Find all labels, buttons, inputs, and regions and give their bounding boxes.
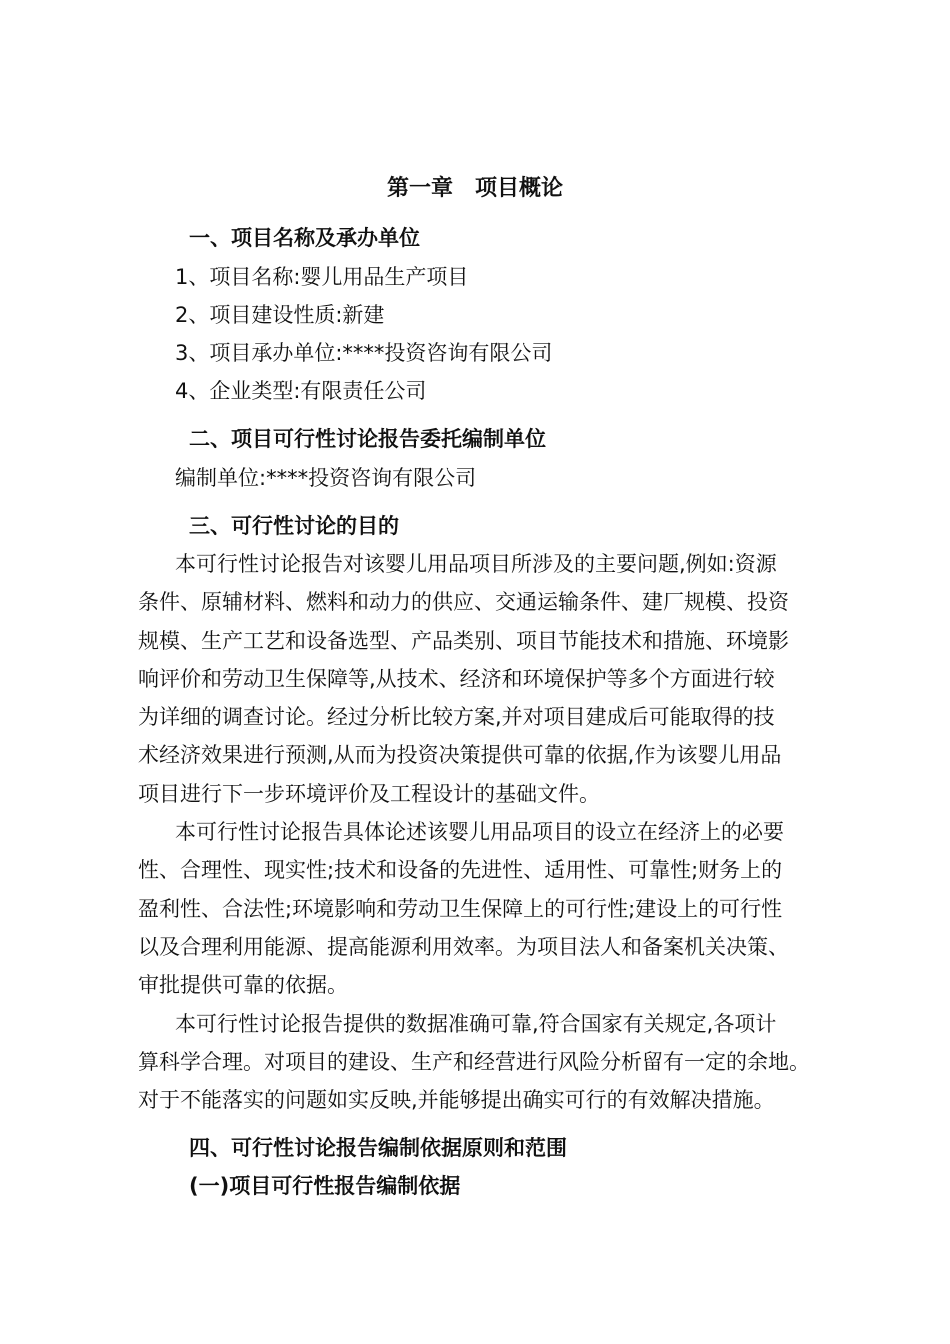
section1-item: 1、项目名称:婴儿用品生产项目 [175,265,469,289]
paragraph-line: 算科学合理。对项目的建设、生产和经营进行风险分析留有一定的余地。 [138,1050,810,1074]
paragraph-line: 本可行性讨论报告提供的数据准确可靠,符合国家有关规定,各项计 [175,1012,777,1036]
paragraph-line: 盈利性、合法性;环境影响和劳动卫生保障上的可行性;建设上的可行性 [138,897,783,921]
paragraph-line: 项目进行下一步环境评价及工程设计的基础文件。 [138,782,600,806]
paragraph-line: 条件、原辅材料、燃料和动力的供应、交通运输条件、建厂规模、投资 [138,590,789,614]
section1-heading: 一、项目名称及承办单位 [189,226,420,250]
paragraph-line: 审批提供可靠的依据。 [138,973,348,997]
section4-subheading: (一)项目可行性报告编制依据 [189,1174,461,1198]
chapter-title: 第一章 项目概论 [386,176,563,201]
paragraph-line: 响评价和劳动卫生保障等,从技术、经济和环境保护等多个方面进行较 [138,667,775,691]
section1-item: 2、项目建设性质:新建 [175,303,385,327]
paragraph-line: 术经济效果进行预测,从而为投资决策提供可靠的依据,作为该婴儿用品 [138,743,782,767]
paragraph-line: 以及合理利用能源、提高能源利用效率。为项目法人和备案机关决策、 [138,935,789,959]
paragraph-line: 本可行性讨论报告对该婴儿用品项目所涉及的主要问题,例如:资源 [175,552,777,576]
section2-heading: 二、项目可行性讨论报告委托编制单位 [189,427,546,451]
paragraph-line: 对于不能落实的问题如实反映,并能够提出确实可行的有效解决措施。 [138,1088,775,1112]
section1-item: 4、企业类型:有限责任公司 [175,379,427,403]
paragraph-line: 本可行性讨论报告具体论述该婴儿用品项目的设立在经济上的必要 [175,820,784,844]
section4-heading: 四、可行性讨论报告编制依据原则和范围 [189,1136,567,1160]
section1-item: 3、项目承办单位:****投资咨询有限公司 [175,341,553,365]
paragraph-line: 性、合理性、现实性;技术和设备的先进性、适用性、可靠性;财务上的 [138,858,783,882]
paragraph-line: 规模、生产工艺和设备选型、产品类别、项目节能技术和措施、环境影 [138,629,789,653]
section3-heading: 三、可行性讨论的目的 [189,514,399,538]
section2-text: 编制单位:****投资咨询有限公司 [175,466,477,490]
paragraph-line: 为详细的调查讨论。经过分析比较方案,并对项目建成后可能取得的技 [138,705,775,729]
